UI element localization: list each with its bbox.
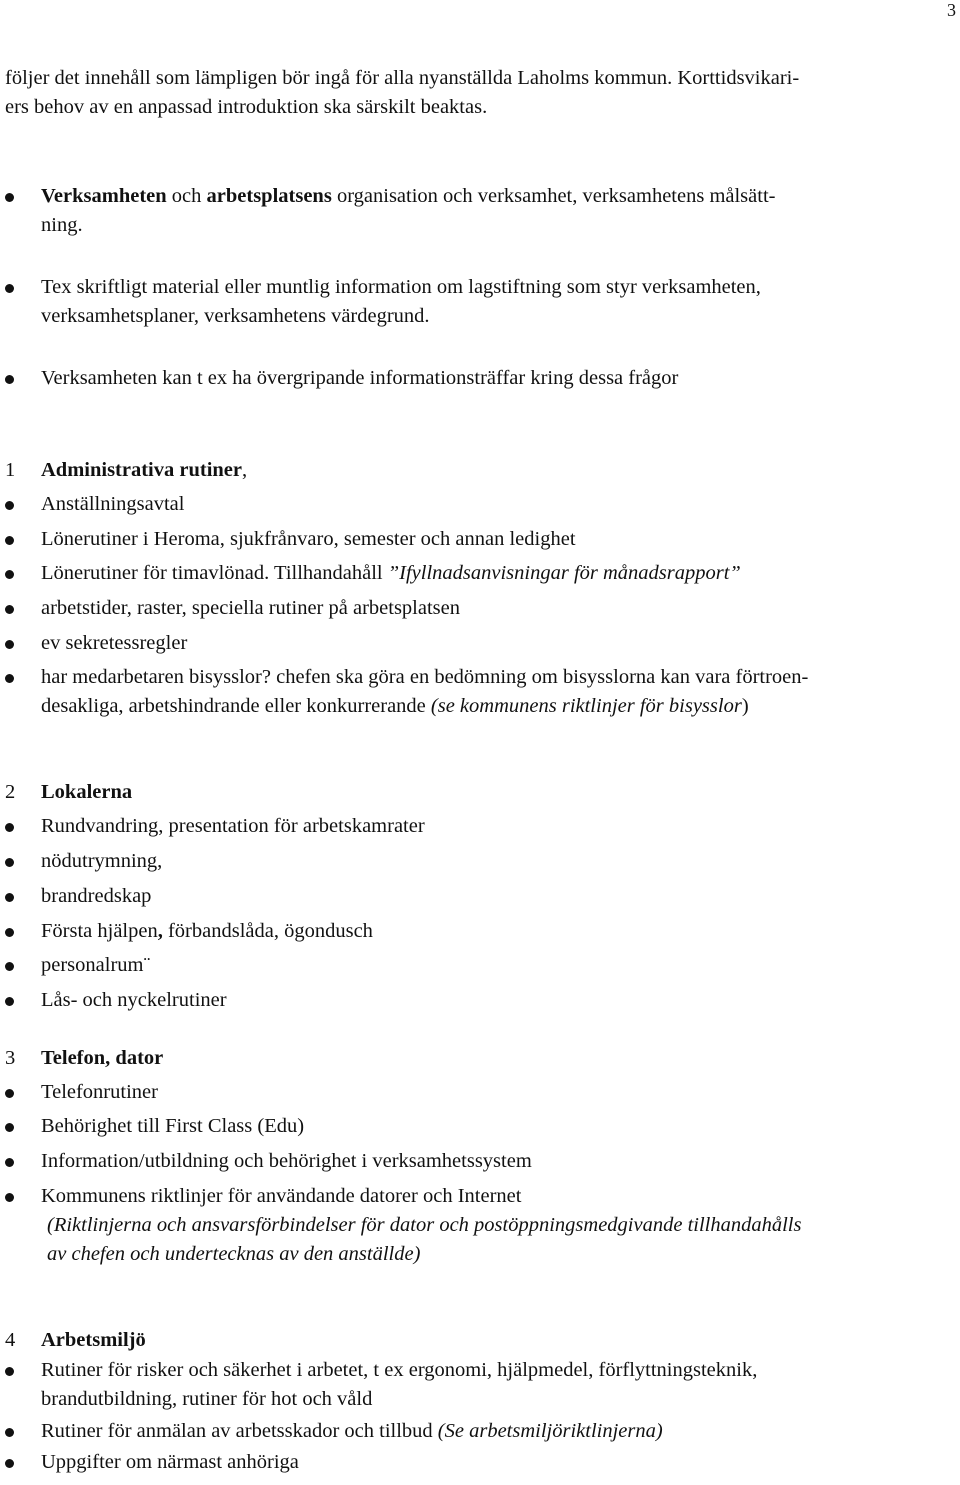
bullet-icon	[5, 858, 14, 867]
list-item: Lås- och nyckelrutiner	[5, 986, 955, 1021]
intro-paragraph	[5, 64, 955, 122]
bullet-icon	[5, 501, 14, 510]
document-body	[5, 64, 955, 1477]
list-item: Rutiner för risker och säkerhet i arbetet, t ex ergonomi, hjälpmedel, förflyttningsteknik, brandutbildning, rutiner för hot och våld	[5, 1356, 955, 1414]
bullet-icon	[5, 284, 14, 293]
section-heading-administrativa: 1 Administrativa rutiner,	[5, 456, 955, 490]
bullet-icon	[5, 605, 14, 614]
list-item: Rundvandring, presentation för arbetskamrater	[5, 812, 955, 847]
bullet-icon	[5, 1089, 14, 1098]
intro-line-1: följer det innehåll som lämpligen bör ingå för alla nyanställda Laholms kommun. Korttidsvikari-	[5, 67, 800, 89]
list-item: Första hjälpen, förbandslåda, ögondusch	[5, 917, 955, 952]
list-item: har medarbetaren bisysslor? chefen ska göra en bedömning om bisysslorna kan vara förtroen- desakliga, arbetshindrande eller konkurrerande (se kommunens riktlinjer för bisysslor)	[5, 663, 955, 721]
bullet-icon	[5, 1459, 14, 1468]
bullet-icon	[5, 640, 14, 649]
general-item-organisation: Verksamheten och arbetsplatsens organisation och verksamhet, verksamhetens målsätt- ning.	[5, 182, 955, 240]
riktlinjer-note: (Riktlinjerna och ansvarsförbindelser för dator och postöppningsmedgivande tillhandahålls av chefen och undertecknas av den anställde)	[47, 1213, 802, 1265]
bullet-icon	[5, 193, 14, 202]
list-item: Anställningsavtal	[5, 490, 955, 525]
bullet-icon	[5, 928, 14, 937]
section-number: 3	[5, 1046, 16, 1069]
bullet-icon	[5, 823, 14, 832]
bullet-icon	[5, 962, 14, 971]
bullet-icon	[5, 375, 14, 384]
list-item: nödutrymning,	[5, 847, 955, 882]
page-number: 3	[947, 0, 956, 20]
bullet-icon	[5, 1123, 14, 1132]
section-heading-telefon	[5, 1044, 955, 1078]
intro-line-2: ers behov av en anpassad introduktion ska särskilt beaktas.	[5, 96, 488, 118]
list-item: Behörighet till First Class (Edu)	[5, 1112, 955, 1147]
section-heading-arbetsmiljo	[5, 1326, 955, 1356]
bullet-icon	[5, 893, 14, 902]
section-title: Lokalerna	[41, 781, 133, 804]
bullet-icon	[5, 997, 14, 1006]
bullet-icon	[5, 536, 14, 545]
bullet-icon	[5, 674, 14, 683]
bullet-icon	[5, 1367, 14, 1376]
general-item-meetings: Verksamheten kan t ex ha övergripande informationsträffar kring dessa frågor	[5, 364, 955, 393]
list-item: Rutiner för anmälan av arbetsskador och tillbud (Se arbetsmiljöriktlinjerna)	[5, 1417, 955, 1446]
bullet-icon	[5, 1158, 14, 1167]
bullet-icon	[5, 1193, 14, 1202]
list-item: ev sekretessregler	[5, 629, 955, 664]
bullet-icon	[5, 570, 14, 579]
list-item: personalrum¨	[5, 951, 955, 986]
general-item-legislation: Tex skriftligt material eller muntlig information om lagstiftning som styr verksamheten, verksamhetsplaner, verksamhetens värdegrund.	[5, 273, 955, 331]
list-item: Lönerutiner för timavlönad. Tillhandahåll ”Ifyllnadsanvisningar för månadsrapport”	[5, 559, 955, 594]
section-title: Telefon, dator	[41, 1046, 164, 1069]
section-number: 2	[5, 781, 16, 804]
list-item: Information/utbildning och behörighet i verksamhetssystem	[5, 1147, 955, 1182]
list-item: Uppgifter om närmast anhöriga	[5, 1448, 955, 1477]
bullet-icon	[5, 1428, 14, 1437]
list-item: Telefonrutiner	[5, 1078, 955, 1113]
list-item: brandredskap	[5, 882, 955, 917]
list-item: Lönerutiner i Heroma, sjukfrånvaro, semester och annan ledighet	[5, 525, 955, 560]
section-heading-lokalerna	[5, 778, 955, 812]
section-number: 4	[5, 1328, 16, 1351]
list-item: arbetstider, raster, speciella rutiner på arbetsplatsen	[5, 594, 955, 629]
section-number: 1	[5, 459, 16, 481]
section-title: Administrativa rutiner	[41, 459, 242, 481]
list-item: Kommunens riktlinjer för användande datorer och Internet	[5, 1182, 955, 1211]
section-title: Arbetsmiljö	[41, 1328, 146, 1351]
